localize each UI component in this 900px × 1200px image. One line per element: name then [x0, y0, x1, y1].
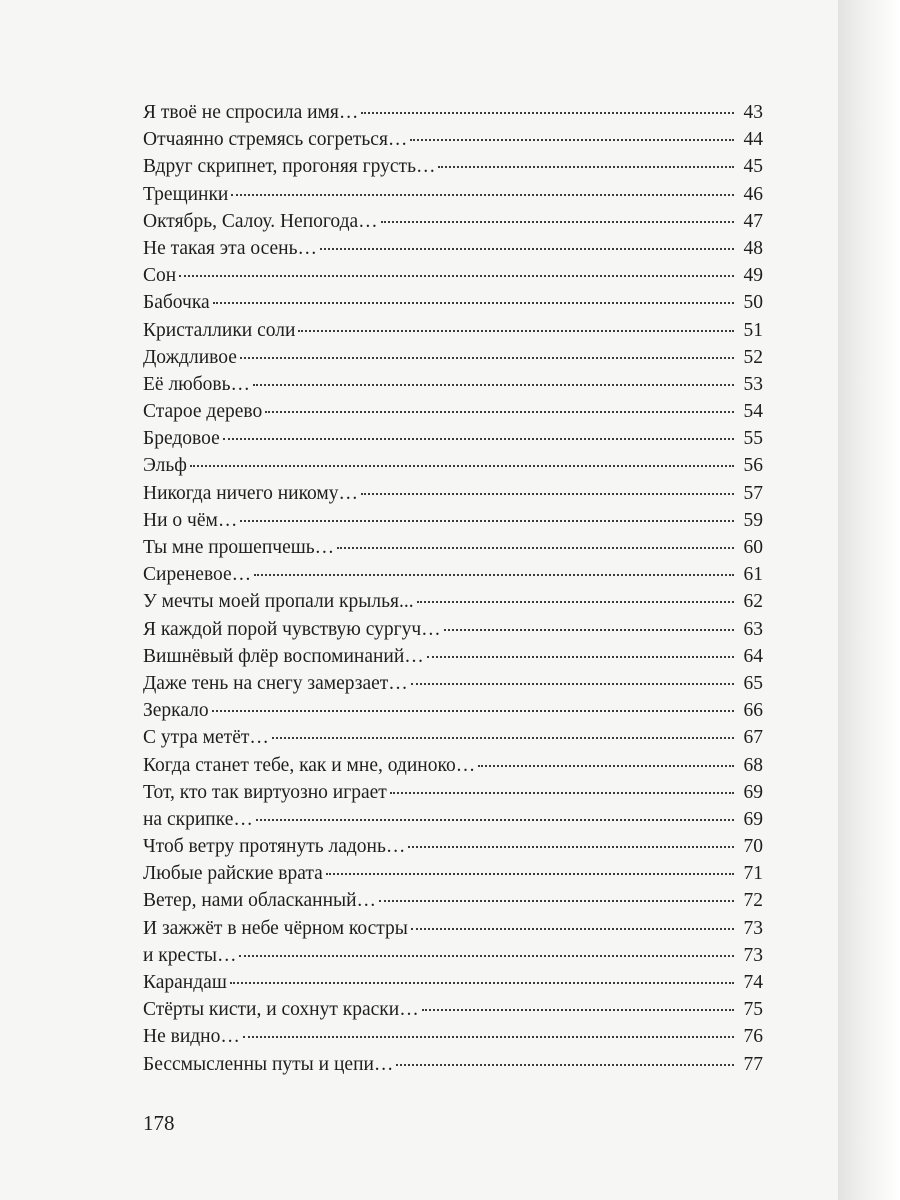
toc-entry-title: на скрипке… [143, 808, 253, 830]
toc-entry-title: Я каждой порой чувствую сургуч… [143, 618, 441, 640]
toc-entry-page: 76 [743, 1026, 763, 1048]
dot-leader [381, 221, 734, 223]
dot-leader [444, 629, 734, 631]
dot-leader [239, 955, 734, 957]
toc-entry-page: 67 [743, 727, 763, 749]
toc-entry-title: Старое дерево [143, 401, 263, 423]
toc-entry-page: 69 [743, 808, 763, 830]
toc-entry-page: 73 [743, 917, 763, 939]
toc-entry-title: Её любовь… [143, 373, 251, 395]
toc-entry [143, 480, 763, 507]
toc-entry [143, 969, 763, 996]
dot-leader [408, 846, 734, 848]
table-of-contents [143, 99, 763, 1078]
toc-entry-page: 75 [743, 999, 763, 1021]
toc-entry [143, 806, 763, 833]
toc-entry [143, 588, 763, 615]
toc-entry [143, 425, 763, 452]
toc-entry-title: Бессмысленны путы и цепи… [143, 1053, 394, 1075]
toc-entry [143, 697, 763, 724]
toc-entry-title: Любые райские врата [143, 863, 323, 885]
toc-entry-page: 48 [743, 237, 763, 259]
toc-entry-title: Октябрь, Салоу. Непогода… [143, 210, 378, 232]
toc-entry-page: 55 [743, 428, 763, 450]
page-edge-shadow [838, 0, 900, 1200]
toc-entry-title: Даже тень на снегу замерзает… [143, 672, 408, 694]
toc-entry-page: 49 [743, 265, 763, 287]
toc-entry-page: 61 [743, 564, 763, 586]
dot-leader [410, 139, 734, 141]
dot-leader [326, 873, 734, 875]
toc-entry [143, 724, 763, 751]
toc-entry-page: 57 [743, 482, 763, 504]
toc-entry-page: 47 [743, 210, 763, 232]
toc-entry-title: Чтоб ветру протянуть ладонь… [143, 836, 406, 858]
toc-entry-title: И зажжёт в небе чёрном костры [143, 917, 408, 939]
toc-entry-page: 70 [743, 836, 763, 858]
toc-entry-title: Я твоё не спросила имя… [143, 102, 359, 123]
toc-entry-title: Не видно… [143, 1026, 240, 1048]
toc-entry-title: Вдруг скрипнет, прогоняя грусть… [143, 156, 436, 178]
toc-entry [143, 561, 763, 588]
dot-leader [253, 384, 734, 386]
toc-entry [143, 534, 763, 561]
dot-leader [256, 819, 734, 821]
dot-leader [438, 166, 734, 168]
dot-leader [361, 112, 734, 114]
dot-leader [190, 465, 734, 467]
toc-entry [143, 153, 763, 180]
toc-entry-page: 56 [743, 455, 763, 477]
toc-entry [143, 643, 763, 670]
toc-entry-page: 69 [743, 781, 763, 803]
dot-leader [427, 656, 734, 658]
toc-entry-title: Отчаянно стремясь согреться… [143, 129, 408, 151]
toc-entry [143, 1023, 763, 1050]
toc-entry [143, 860, 763, 887]
toc-entry-title: Ты мне прошепчешь… [143, 537, 335, 558]
toc-entry-page: 50 [743, 292, 763, 314]
toc-entry-title: Бредовое [143, 428, 220, 450]
toc-entry [143, 99, 763, 126]
dot-leader [265, 411, 734, 413]
toc-entry [143, 317, 763, 344]
dot-leader [213, 302, 734, 304]
toc-entry-page: 68 [743, 754, 763, 776]
toc-entry [143, 262, 763, 289]
dot-leader [240, 520, 734, 522]
toc-entry-title: Эльф [143, 455, 187, 477]
toc-entry-page: 59 [743, 509, 763, 531]
toc-entry-title: Не такая эта осень… [143, 237, 317, 259]
dot-leader [390, 792, 734, 794]
dot-leader [230, 982, 734, 984]
dot-leader [411, 683, 734, 685]
toc-entry [143, 942, 763, 969]
toc-entry [143, 1051, 763, 1078]
dot-leader [320, 248, 734, 250]
toc-entry [143, 996, 763, 1023]
dot-leader [223, 438, 734, 440]
toc-entry-page: 51 [743, 319, 763, 341]
toc-entry-title: Когда станет тебе, как и мне, одиноко… [143, 754, 476, 776]
toc-entry [143, 126, 763, 153]
toc-entry-title: Трещинки [143, 183, 229, 205]
toc-entry-page: 74 [743, 972, 763, 993]
toc-entry [143, 235, 763, 262]
toc-entry-page: 60 [743, 537, 763, 558]
dot-leader [361, 493, 734, 495]
toc-entry [143, 344, 763, 371]
dot-leader [272, 737, 734, 739]
dot-leader [254, 574, 734, 576]
toc-entry-page: 65 [743, 672, 763, 694]
toc-entry [143, 371, 763, 398]
toc-entry-page: 54 [743, 401, 763, 423]
toc-entry-page: 77 [743, 1053, 763, 1075]
toc-entry-page: 44 [743, 129, 763, 151]
toc-entry-page: 45 [743, 156, 763, 178]
toc-entry-page: 43 [743, 102, 763, 123]
toc-entry-title: С утра метёт… [143, 727, 269, 749]
toc-entry-page: 72 [743, 890, 763, 912]
dot-leader [379, 900, 734, 902]
dot-leader [337, 547, 734, 549]
toc-entry [143, 398, 763, 425]
toc-entry-title: Карандаш [143, 972, 227, 993]
toc-entry-title: Сиреневое… [143, 564, 252, 586]
toc-entry-title: Никогда ничего никому… [143, 482, 359, 504]
toc-entry-page: 66 [743, 700, 763, 722]
toc-entry-title: Ни о чём… [143, 509, 238, 531]
toc-entry [143, 833, 763, 860]
page-number: 178 [143, 1111, 175, 1135]
toc-entry [143, 181, 763, 208]
toc-entry-page: 63 [743, 618, 763, 640]
toc-entry [143, 887, 763, 914]
toc-entry-page: 73 [743, 944, 763, 966]
toc-entry-page: 62 [743, 591, 763, 613]
dot-leader [298, 330, 734, 332]
toc-entry-title: Стёрты кисти, и сохнут краски… [143, 999, 419, 1021]
dot-leader [240, 357, 734, 359]
dot-leader [179, 275, 734, 277]
toc-entry [143, 289, 763, 316]
dot-leader [411, 928, 734, 930]
toc-entry-title: Тот, кто так виртуозно играет [143, 781, 387, 803]
dot-leader [422, 1009, 734, 1011]
toc-entry-title: Зеркало [143, 700, 209, 722]
toc-entry [143, 507, 763, 534]
dot-leader [417, 601, 734, 603]
dot-leader [212, 710, 734, 712]
toc-entry-title: Кристаллики соли [143, 319, 296, 341]
toc-entry-title: Бабочка [143, 292, 210, 314]
toc-entry [143, 452, 763, 479]
toc-entry [143, 779, 763, 806]
toc-entry [143, 915, 763, 942]
toc-entry-title: Ветер, нами обласканный… [143, 890, 377, 912]
toc-entry-title: Сон [143, 265, 177, 287]
dot-leader [231, 194, 734, 196]
toc-entry [143, 670, 763, 697]
dot-leader [243, 1036, 734, 1038]
toc-entry-page: 46 [743, 183, 763, 205]
toc-entry-page: 71 [743, 863, 763, 885]
toc-entry-title: Дождливое [143, 346, 237, 368]
toc-entry-page: 53 [743, 373, 763, 395]
toc-entry-title: и кресты… [143, 944, 237, 966]
toc-entry-page: 64 [743, 645, 763, 667]
dot-leader [396, 1064, 734, 1066]
toc-entry-title: У мечты моей пропали крылья... [143, 591, 414, 613]
dot-leader [478, 765, 734, 767]
toc-entry-title: Вишнёвый флёр воспоминаний… [143, 645, 424, 667]
toc-entry [143, 208, 763, 235]
toc-entry [143, 616, 763, 643]
toc-entry-page: 52 [743, 346, 763, 368]
toc-entry [143, 752, 763, 779]
